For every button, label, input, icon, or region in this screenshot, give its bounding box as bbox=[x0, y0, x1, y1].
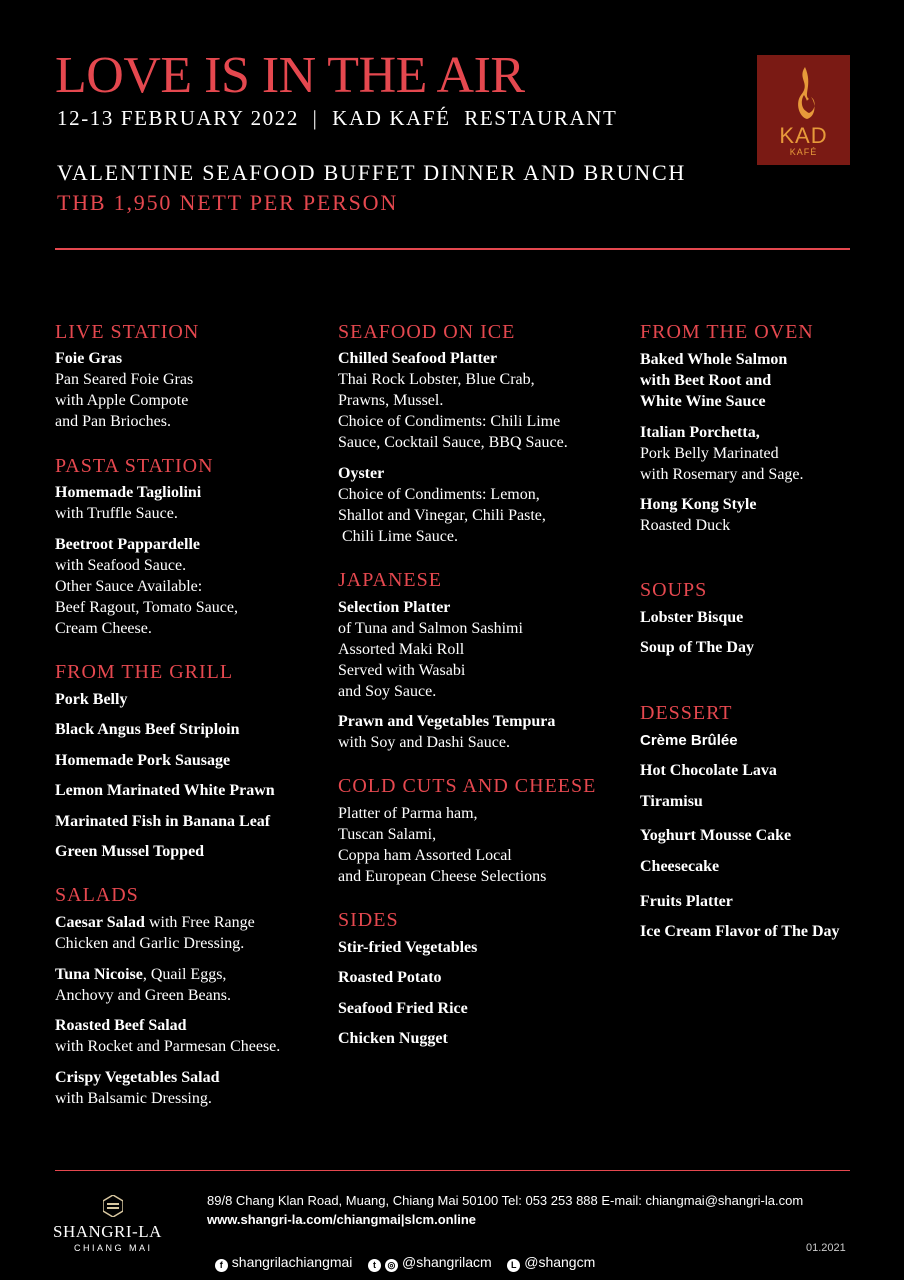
menu-item: Homemade Pork Sausage bbox=[55, 752, 231, 769]
menu-item: Fruits Platter bbox=[640, 893, 733, 910]
menu-item-description: of Tuna and Salmon Sashimi Assorted Maki Roll Served with Wasabi and Soy Sauce. bbox=[338, 620, 523, 700]
menu-item-description: Pan Seared Foie Gras with Apple Compote and Pan Brioches. bbox=[55, 371, 194, 430]
menu-item: Roasted Beef Salad bbox=[55, 1017, 187, 1034]
section-title-salads: SALADS bbox=[55, 884, 139, 906]
menu-item: Baked Whole Salmon with Beet Root and White Wine Sauce bbox=[640, 351, 788, 410]
social-links bbox=[207, 1238, 595, 1272]
page-title: LOVE IS IN THE AIR bbox=[55, 47, 525, 104]
section-title-japanese: JAPANESE bbox=[338, 569, 442, 591]
section-title-dessert: DESSERT bbox=[640, 702, 733, 724]
menu-item: Beetroot Pappardelle bbox=[55, 536, 201, 553]
menu-item-note: with Free Range bbox=[144, 914, 255, 931]
menu-item: Green Mussel Topped bbox=[55, 843, 205, 860]
menu-item: Yoghurt Mousse Cake bbox=[640, 827, 792, 844]
section-title-sides: SIDES bbox=[338, 909, 399, 931]
menu-item: Hong Kong Style bbox=[640, 496, 757, 513]
menu-item bbox=[55, 964, 226, 985]
menu-item: Chilled Seafood Platter bbox=[338, 350, 498, 367]
menu-item bbox=[55, 912, 255, 933]
section-title-pasta-station: PASTA STATION bbox=[55, 455, 214, 477]
menu-item: Ice Cream Flavor of The Day bbox=[640, 923, 840, 940]
facebook-icon: f bbox=[215, 1259, 228, 1272]
menu-item: Homemade Tagliolini bbox=[55, 484, 202, 501]
menu-item: Cheesecake bbox=[640, 858, 720, 875]
brand-name: SHANGRI-LA bbox=[53, 1222, 162, 1241]
instagram-icon: ◎ bbox=[385, 1259, 398, 1272]
menu-item: Chicken Nugget bbox=[338, 1030, 448, 1047]
menu-item-description: with Soy and Dashi Sauce. bbox=[338, 734, 510, 751]
contact-address: 89/8 Chang Klan Road, Muang, Chiang Mai 50100 Tel: 053 253 888 E-mail: chiangmai@shangri-la.com bbox=[207, 1193, 804, 1208]
menu-item: Black Angus Beef Striploin bbox=[55, 721, 240, 738]
event-name: VALENTINE SEAFOOD BUFFET DINNER AND BRUNCH bbox=[57, 160, 687, 185]
event-price: THB 1,950 NETT PER PERSON bbox=[57, 190, 399, 215]
menu-item: Marinated Fish in Banana Leaf bbox=[55, 813, 271, 830]
menu-item: Prawn and Vegetables Tempura bbox=[338, 713, 556, 730]
menu-item: Hot Chocolate Lava bbox=[640, 762, 777, 779]
section-title-cold-cuts-and-cheese: COLD CUTS AND CHEESE bbox=[338, 775, 597, 797]
menu-item: Tiramisu bbox=[640, 793, 703, 810]
menu-item: Lemon Marinated White Prawn bbox=[55, 782, 275, 799]
menu-item-description: Chicken and Garlic Dressing. bbox=[55, 935, 245, 952]
menu-item: Lobster Bisque bbox=[640, 609, 744, 626]
facebook-handle[interactable]: shangrilachiangmai bbox=[231, 1254, 353, 1270]
menu-item-description: Anchovy and Green Beans. bbox=[55, 987, 231, 1004]
kad-kafe-logo bbox=[757, 55, 850, 165]
menu-item-description: Choice of Condiments: Lemon, Shallot and Vinegar, Chili Paste, Chili Lime Sauce. bbox=[338, 486, 546, 545]
menu-item: Selection Platter bbox=[338, 599, 451, 616]
menu-item: Oyster bbox=[338, 465, 385, 482]
flame-icon bbox=[789, 65, 819, 125]
menu-item: Seafood Fried Rice bbox=[338, 1000, 468, 1017]
menu-item: Foie Gras bbox=[55, 350, 123, 367]
menu-item-description: with Seafood Sauce. Other Sauce Available: Beef Ragout, Tomato Sauce, Cream Cheese. bbox=[55, 557, 238, 637]
footer-divider bbox=[55, 1170, 850, 1171]
document-code: 01.2021 bbox=[806, 1242, 846, 1254]
event-date-venue: 12-13 FEBRUARY 2022 | KAD KAFÉ RESTAURANT bbox=[57, 106, 618, 130]
section-title-live-station: LIVE STATION bbox=[55, 321, 200, 343]
section-title-seafood-on-ice: SEAFOOD ON ICE bbox=[338, 321, 516, 343]
menu-item: Crispy Vegetables Salad bbox=[55, 1069, 220, 1086]
menu-item-description: Platter of Parma ham, Tuscan Salami, Coppa ham Assorted Local and European Cheese Selections bbox=[338, 805, 547, 885]
menu-item: Italian Porchetta, bbox=[640, 424, 760, 441]
menu-item-description: Thai Rock Lobster, Blue Crab, Prawns, Mussel. Choice of Condiments: Chili Lime Sauce, Cocktail Sauce, BBQ Sauce. bbox=[338, 371, 568, 451]
twitter-instagram-handle[interactable]: @shangrilacm bbox=[401, 1254, 492, 1270]
section-title-from-the-grill: FROM THE GRILL bbox=[55, 661, 234, 683]
logo-subtitle: KAFÉ bbox=[789, 147, 818, 157]
menu-item: Roasted Potato bbox=[338, 969, 442, 986]
shangri-la-emblem-icon bbox=[103, 1195, 123, 1217]
brand-city: CHIANG MAI bbox=[74, 1243, 153, 1253]
menu-item: Soup of The Day bbox=[640, 639, 754, 656]
divider bbox=[55, 248, 850, 250]
line-handle[interactable]: @shangcm bbox=[524, 1254, 596, 1270]
menu-item-note: , Quail Eggs, bbox=[142, 966, 227, 983]
menu-item-name: Caesar Salad bbox=[55, 914, 145, 931]
menu-item: Stir-fried Vegetables bbox=[338, 939, 478, 956]
menu-item-name: Tuna Nicoise bbox=[55, 966, 143, 983]
twitter-icon: t bbox=[368, 1259, 381, 1272]
website-link[interactable]: www.shangri-la.com/chiangmai|slcm.online bbox=[207, 1212, 476, 1227]
line-icon: L bbox=[507, 1259, 520, 1272]
menu-item: Crème Brûlée bbox=[640, 732, 738, 749]
section-title-from-the-oven: FROM THE OVEN bbox=[640, 321, 814, 343]
menu-item-description: with Balsamic Dressing. bbox=[55, 1090, 212, 1107]
section-title-soups: SOUPS bbox=[640, 579, 708, 601]
menu-item: Pork Belly bbox=[55, 691, 128, 708]
menu-item-description: with Truffle Sauce. bbox=[55, 505, 178, 522]
menu-item-description: Roasted Duck bbox=[640, 517, 731, 534]
menu-item-description: with Rocket and Parmesan Cheese. bbox=[55, 1038, 281, 1055]
logo-wordmark: KAD bbox=[779, 123, 828, 148]
menu-item-description: Pork Belly Marinated with Rosemary and Sage. bbox=[640, 445, 804, 483]
